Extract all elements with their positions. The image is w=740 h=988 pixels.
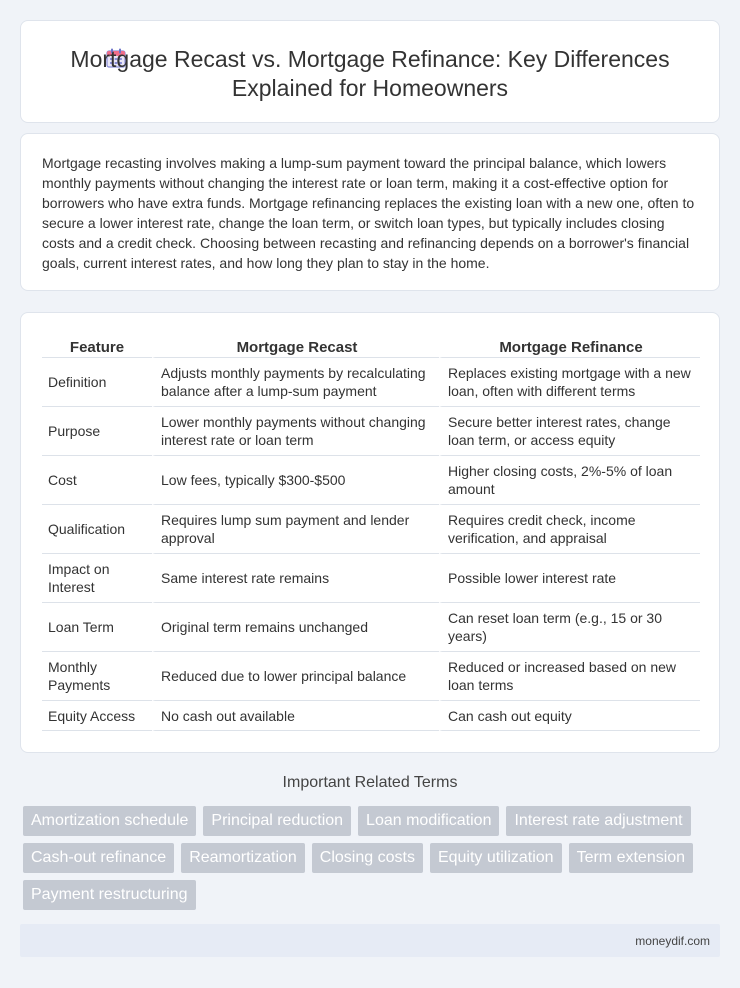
feature-cell: Cost: [42, 456, 152, 505]
related-term-tag[interactable]: Amortization schedule: [23, 806, 196, 836]
recast-cell: Same interest rate remains: [152, 554, 439, 603]
refinance-cell: Possible lower interest rate: [439, 554, 700, 603]
recast-cell: Original term remains unchanged: [152, 603, 439, 652]
recast-cell: Reduced due to lower principal balance: [152, 652, 439, 701]
table-header-row: [42, 333, 700, 358]
table-row: [42, 407, 700, 456]
refinance-cell: Requires credit check, income verification, and appraisal: [439, 505, 700, 554]
header-feature: Feature: [42, 333, 152, 358]
recast-cell: Requires lump sum payment and lender approval: [152, 505, 439, 554]
feature-cell: Purpose: [42, 407, 152, 456]
recast-cell: Lower monthly payments without changing interest rate or loan term: [152, 407, 439, 456]
table-row: [42, 358, 700, 407]
comparison-card: [20, 312, 720, 753]
related-term-tag[interactable]: Interest rate adjustment: [506, 806, 690, 836]
table-row: [42, 652, 700, 701]
refinance-cell: Higher closing costs, 2%-5% of loan amount: [439, 456, 700, 505]
feature-cell: Definition: [42, 358, 152, 407]
refinance-cell: Replaces existing mortgage with a new loan, often with different terms: [439, 358, 700, 407]
related-term-tag[interactable]: Term extension: [569, 843, 694, 873]
table-row: [42, 505, 700, 554]
refinance-cell: Secure better interest rates, change loan term, or access equity: [439, 407, 700, 456]
feature-cell: Loan Term: [42, 603, 152, 652]
related-term-tag[interactable]: Cash-out refinance: [23, 843, 174, 873]
table-row: [42, 603, 700, 652]
table-row: [42, 456, 700, 505]
comparison-table: [42, 333, 700, 731]
related-term-tag[interactable]: Principal reduction: [203, 806, 351, 836]
recast-cell: No cash out available: [152, 701, 439, 731]
feature-cell: Monthly Payments: [42, 652, 152, 701]
refinance-cell: Can cash out equity: [439, 701, 700, 731]
related-term-tag[interactable]: Payment restructuring: [23, 880, 196, 910]
header-refinance: Mortgage Refinance: [439, 333, 700, 358]
refinance-cell: Reduced or increased based on new loan terms: [439, 652, 700, 701]
footer: [20, 924, 720, 957]
intro-paragraph: Mortgage recasting involves making a lump-sum payment toward the principal balance, which lowers monthly payments without changing the interest rate or loan term, making it a cost-effective option for borrowers who have extra funds. Mortgage refinancing replaces the existing loan with a new one, often to secure a lower interest rate, change the loan term, or switch loan types, but typically includes closing costs and a credit check. Choosing between recasting and refinancing depends on a borrower's financial goals, current interest rates, and how long they plan to stay in the home.: [42, 155, 695, 271]
related-terms-list: [23, 806, 713, 910]
intro-card: [20, 133, 720, 291]
refinance-cell: Can reset loan term (e.g., 15 or 30 years): [439, 603, 700, 652]
feature-cell: Impact on Interest: [42, 554, 152, 603]
feature-cell: Equity Access: [42, 701, 152, 731]
table-row: [42, 554, 700, 603]
feature-cell: Qualification: [42, 505, 152, 554]
related-term-tag[interactable]: Loan modification: [358, 806, 499, 836]
header-card: [20, 20, 720, 123]
related-term-tag[interactable]: Closing costs: [312, 843, 423, 873]
footer-site[interactable]: moneydif.com: [635, 934, 710, 948]
header-recast: Mortgage Recast: [152, 333, 439, 358]
page-title: Mortgage Recast vs. Mortgage Refinance: Key Differences Explained for Homeowners: [70, 46, 670, 101]
recast-cell: Low fees, typically $300-$500: [152, 456, 439, 505]
table-row: [42, 701, 700, 731]
related-terms-title: Important Related Terms: [282, 774, 458, 791]
recast-cell: Adjusts monthly payments by recalculating balance after a lump-sum payment: [152, 358, 439, 407]
related-term-tag[interactable]: Reamortization: [181, 843, 305, 873]
related-term-tag[interactable]: Equity utilization: [430, 843, 562, 873]
